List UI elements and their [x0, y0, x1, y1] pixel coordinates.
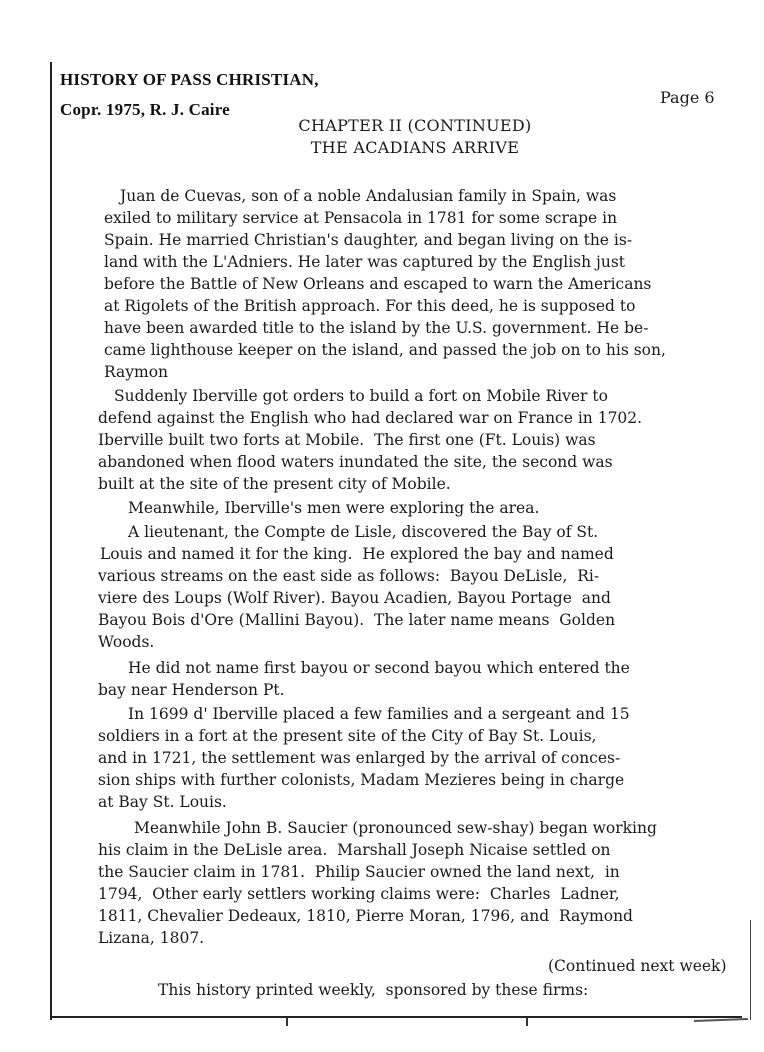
page-number: Page 6: [660, 88, 715, 107]
bottom-rule-tick: [526, 1018, 528, 1026]
body-line: and in 1721, the settlement was enlarged by the arrival of conces-: [98, 749, 621, 767]
body-line: Lizana, 1807.: [98, 929, 205, 947]
body-line: viere des Loups (Wolf River). Bayou Acadien, Bayou Portage and: [98, 589, 611, 607]
body-line: defend against the English who had declared war on France in 1702.: [98, 409, 643, 427]
body-line: at Rigolets of the British approach. For this deed, he is supposed to: [104, 297, 636, 315]
bottom-border-rule: [50, 1016, 742, 1018]
body-line: Louis and named it for the king. He explored the bay and named: [100, 545, 614, 563]
body-line: Iberville built two forts at Mobile. The first one (Ft. Louis) was: [98, 431, 596, 449]
bottom-flourish-line: [694, 1018, 748, 1022]
body-line: Raymon: [104, 363, 169, 381]
body-line: bay near Henderson Pt.: [98, 681, 285, 699]
body-line: 1811, Chevalier Dedeaux, 1810, Pierre Moran, 1796, and Raymond: [98, 907, 633, 925]
masthead-title: HISTORY OF PASS CHRISTIAN,: [60, 70, 319, 89]
chapter-title: THE ACADIANS ARRIVE: [310, 138, 520, 157]
body-line: before the Battle of New Orleans and escaped to warn the Americans: [104, 275, 652, 293]
body-line: built at the site of the present city of Mobile.: [98, 475, 451, 493]
body-line: Meanwhile, Iberville's men were exploring the area.: [128, 499, 540, 517]
body-line: soldiers in a fort at the present site of the City of Bay St. Louis,: [98, 727, 597, 745]
body-line: came lighthouse keeper on the island, and passed the job on to his son,: [104, 341, 666, 359]
body-line: land with the L'Adniers. He later was captured by the English just: [104, 253, 626, 271]
body-line: at Bay St. Louis.: [98, 793, 227, 811]
body-line: A lieutenant, the Compte de Lisle, discovered the Bay of St.: [128, 523, 599, 541]
body-line: sion ships with further colonists, Madam Mezieres being in charge: [98, 771, 625, 789]
body-line: abandoned when flood waters inundated the site, the second was: [98, 453, 613, 471]
body-line: Meanwhile John B. Saucier (pronounced sew-shay) began working: [134, 819, 657, 837]
continued-notice: (Continued next week): [548, 957, 727, 975]
body-line: Suddenly Iberville got orders to build a fort on Mobile River to: [114, 387, 608, 405]
body-line: Juan de Cuevas, son of a noble Andalusian family in Spain, was: [120, 187, 617, 205]
body-line: 1794, Other early settlers working claims were: Charles Ladner,: [98, 885, 620, 903]
body-line: Spain. He married Christian's daughter, and began living on the is-: [104, 231, 633, 249]
left-border-rule: [50, 62, 52, 1020]
body-line: In 1699 d' Iberville placed a few families and a sergeant and 15: [128, 705, 630, 723]
body-line: various streams on the east side as follows: Bayou DeLisle, Ri-: [98, 567, 600, 585]
sponsor-line: This history printed weekly, sponsored by these firms:: [158, 981, 589, 999]
body-line: have been awarded title to the island by the U.S. government. He be-: [104, 319, 649, 337]
masthead-copyright: Copr. 1975, R. J. Caire: [60, 100, 230, 119]
right-border-rule: [750, 920, 751, 1020]
body-line: Bayou Bois d'Ore (Mallini Bayou). The later name means Golden: [98, 611, 616, 629]
body-line: exiled to military service at Pensacola in 1781 for some scrape in: [104, 209, 618, 227]
bottom-rule-tick: [286, 1018, 288, 1026]
body-line: Woods.: [98, 633, 155, 651]
chapter-heading: CHAPTER II (CONTINUED): [298, 116, 532, 135]
body-line: his claim in the DeLisle area. Marshall Joseph Nicaise settled on: [98, 841, 611, 859]
body-line: the Saucier claim in 1781. Philip Saucier owned the land next, in: [98, 863, 620, 881]
body-line: He did not name first bayou or second bayou which entered the: [128, 659, 630, 677]
